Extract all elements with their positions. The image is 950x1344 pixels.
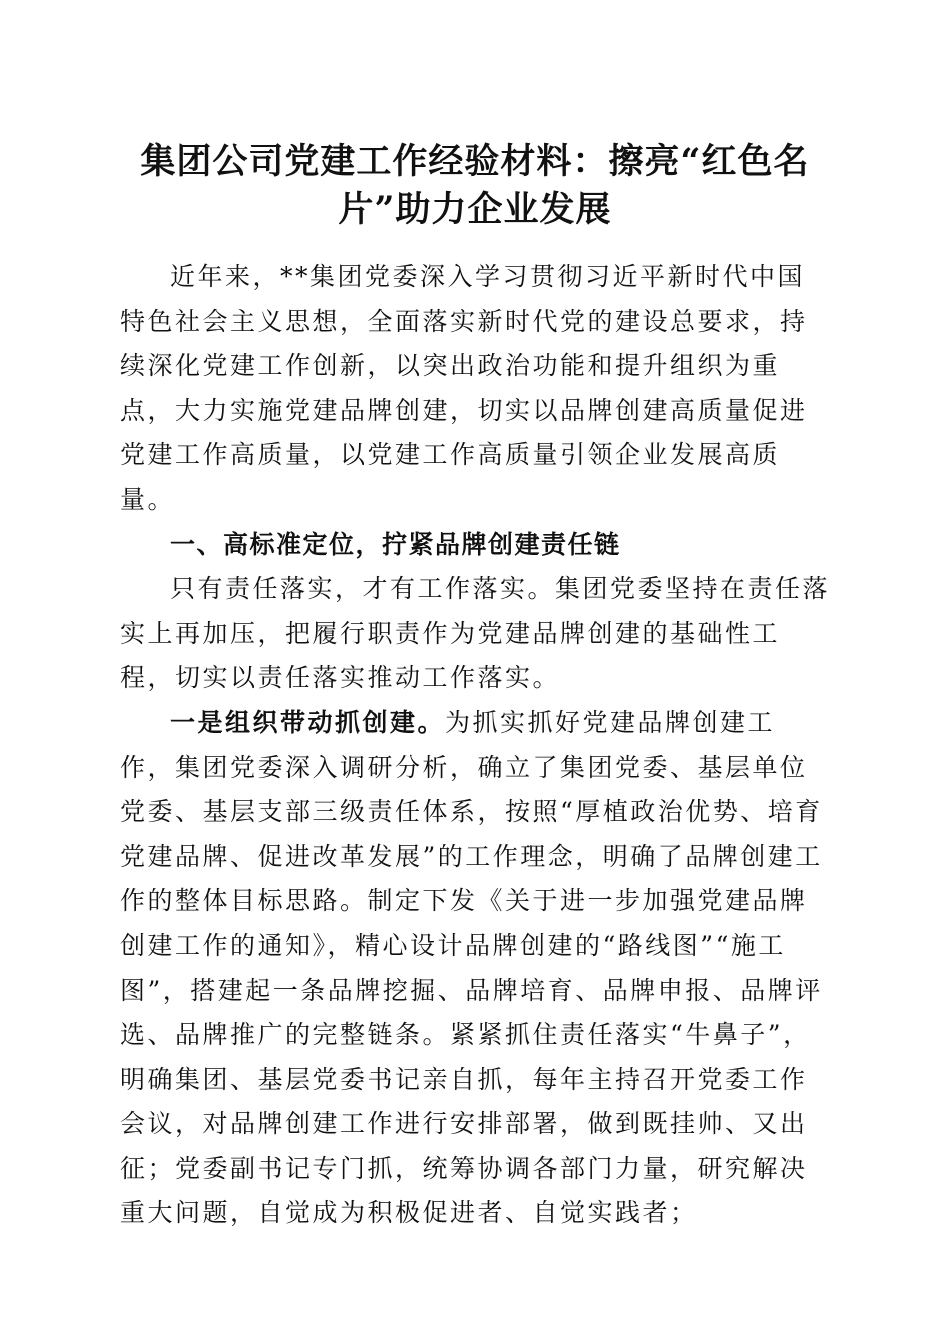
paragraph-body-text: 为抓实抓好党建品牌创建工作，集团党委深入调研分析，确立了集团党委、基层单位党委、基层支部三级责任体系，按照“厚植政治优势、培育党建品牌、促进改革发展”的工作理念，明确了品牌创建工作的整体目标思路。制定下发《关于进一步加强党建品牌创建工作的通知》，精心设计品牌创建的“路线图”“施工图”，搭建起一条品牌挖掘、品牌培育、品牌申报、品牌评选、品牌推广的完整链条。紧紧抓住责任落实“牛鼻子”，明确集团、基层党委书记亲自抓，每年主持召开党委工作会议，对品牌创建工作进行安排部署，做到既挂帅、又出征；党委副书记专门抓，统筹协调各部门力量，研究解决重大问题，自觉成为积极促进者、自觉实践者； xyxy=(120,707,823,1228)
section-heading-1: 一、高标准定位，拧紧品牌创建责任链 xyxy=(170,529,621,559)
paragraph-lead-phrase: 一是组织带动抓创建。 xyxy=(170,707,446,737)
section1-paragraph-1: 只有责任落实，才有工作落实。集团党委坚持在责任落实上再加压，把履行职责作为党建品牌创建的基础性工程，切实以责任落实推动工作落实。 xyxy=(120,574,831,693)
intro-paragraph: 近年来，**集团党委深入学习贯彻习近平新时代中国特色社会主义思想，全面落实新时代党的建设总要求，持续深化党建工作创新，以突出政治功能和提升组织为重点，大力实施党建品牌创建，切实以品牌创建高质量促进党建工作高质量，以党建工作高质量引领企业发展高质量。 xyxy=(120,262,808,514)
document-body xyxy=(120,255,830,1236)
section1-paragraph-2 xyxy=(120,701,830,1236)
document-title: 集团公司党建工作经验材料：擦亮“红色名片”助力企业发展 xyxy=(140,141,810,230)
